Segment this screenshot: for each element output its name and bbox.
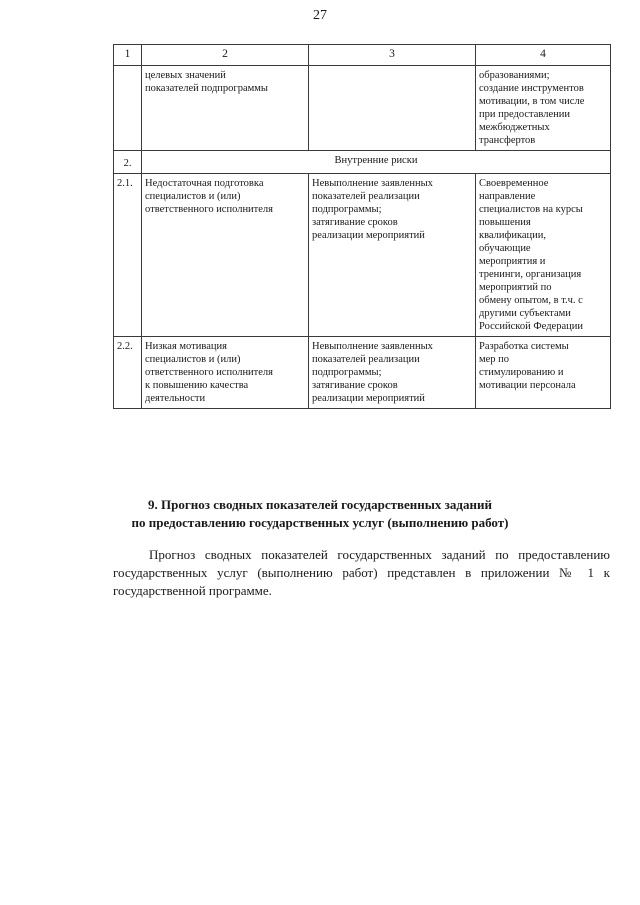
table-header-row	[114, 45, 611, 66]
measure-cell: Своевременное направление специалистов на курсы повышения квалификации, обучающие мероприятия и тренинги, организация мероприятий по обмену опытом, в т.ч. с другими субъектами Российской Федерации	[476, 174, 611, 337]
risk-cell: Недостаточная подготовка специалистов и (или) ответственного исполнителя	[142, 174, 309, 337]
section-heading	[0, 496, 640, 532]
row-number: 2.2.	[114, 337, 142, 409]
column-header: 4	[476, 45, 611, 66]
section-title: Внутренние риски	[142, 151, 611, 174]
consequence-cell: Невыполнение заявленных показателей реализации подпрограммы; затягивание сроков реализации мероприятий	[309, 337, 476, 409]
table-row	[114, 174, 611, 337]
column-header: 3	[309, 45, 476, 66]
table-row	[114, 66, 611, 151]
column-header: 1	[114, 45, 142, 66]
table-row	[114, 337, 611, 409]
table-section-row	[114, 151, 611, 174]
body-paragraph: Прогноз сводных показателей государственных заданий по предоставлению государственных услуг (выполнению работ) представлен в приложении № 1 к государственной программе.	[113, 547, 610, 598]
section-heading-line: 9. Прогноз сводных показателей государственных заданий	[148, 497, 492, 512]
risk-table	[113, 44, 611, 409]
consequence-cell	[309, 66, 476, 151]
measure-cell: образованиями; создание инструментов мотивации, в том числе при предоставлении межбюджетных трансфертов	[476, 66, 611, 151]
row-number: 2.1.	[114, 174, 142, 337]
page-number: 27	[313, 8, 327, 23]
section-heading-line: по предоставлению государственных услуг (выполнению работ)	[131, 515, 509, 530]
row-number-cell	[114, 66, 142, 151]
risk-cell: Низкая мотивация специалистов и (или) ответственного исполнителя к повышению качества деятельности	[142, 337, 309, 409]
measure-cell: Разработка системы мер по стимулированию и мотивации персонала	[476, 337, 611, 409]
section-number: 2.	[114, 151, 142, 174]
column-header: 2	[142, 45, 309, 66]
consequence-cell: Невыполнение заявленных показателей реализации подпрограммы; затягивание сроков реализации мероприятий	[309, 174, 476, 337]
risk-cell: целевых значений показателей подпрограммы	[142, 66, 309, 151]
